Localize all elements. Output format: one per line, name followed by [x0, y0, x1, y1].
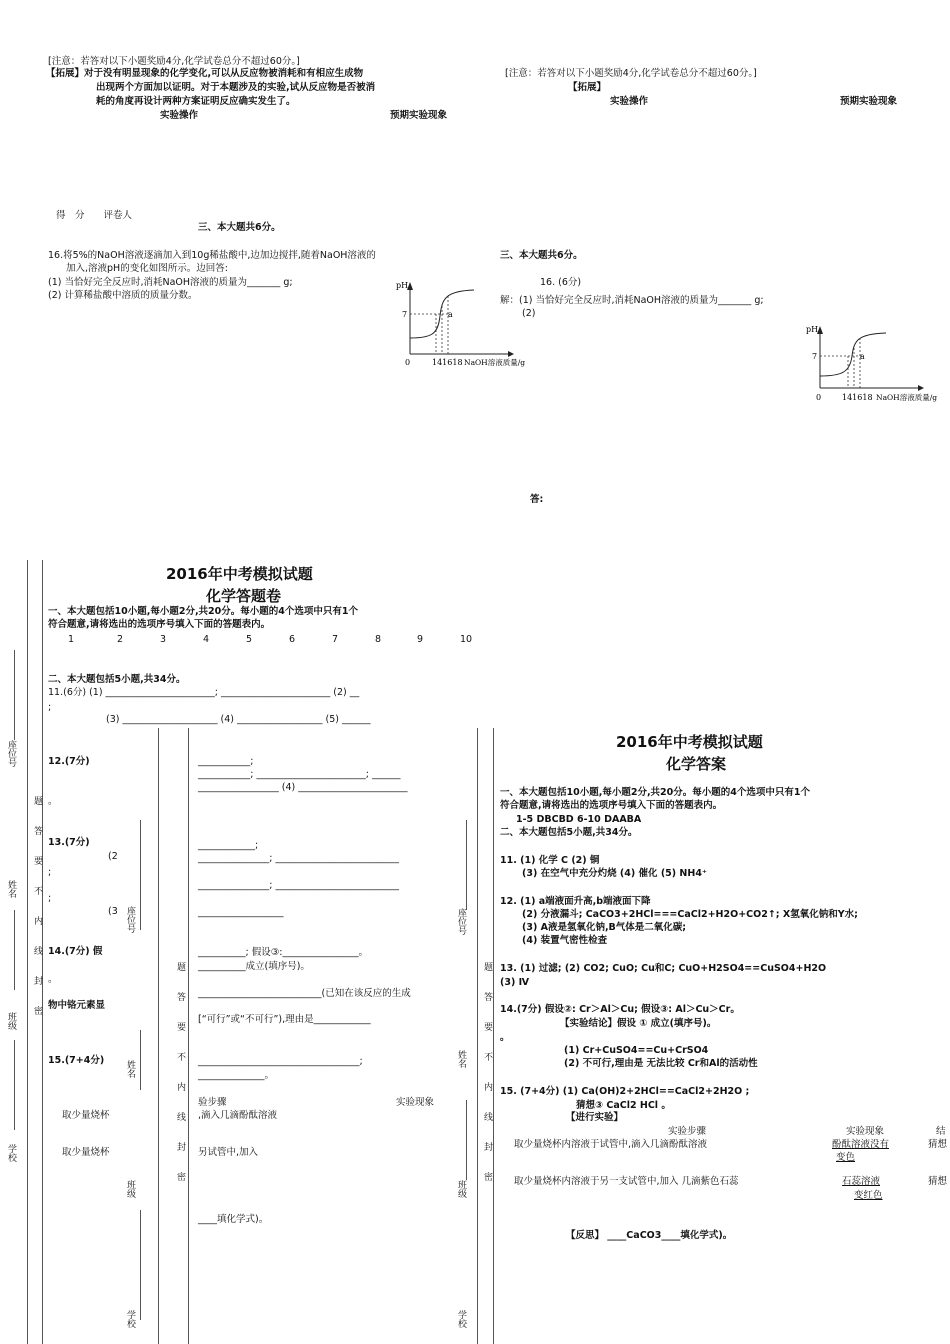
section3-right: 三、本大题共6分。 [500, 250, 583, 261]
q11-line2: ; [48, 702, 52, 713]
margin-line-1 [27, 560, 28, 1344]
graph-xlabel: NaOH溶液质量/g [464, 358, 526, 367]
key-sec1-answers: 1-5 DBCBD 6-10 DAABA [516, 814, 642, 825]
a12-line1: 12. (1) a端液面升高,b端液面下降 [500, 896, 651, 907]
q15-op2b: 另试管中,加入 [198, 1147, 259, 1158]
mid-underline-name [140, 1030, 141, 1090]
mid-seal-inside: 内 [175, 1082, 185, 1091]
a13-line2: (3) Ⅳ [500, 977, 530, 988]
q14-lead: 物中铬元素显 [48, 1000, 106, 1011]
q14-row2: __________成立(填序号)。 [198, 961, 310, 972]
q15-op2a: 取少量烧杯 [62, 1147, 110, 1158]
a15-op1: 取少量烧杯内溶液于试管中,滴入几滴酚酞溶液 [514, 1139, 708, 1150]
q16-line2: 加入,溶液pH的变化如图所示。边回答: [66, 263, 228, 274]
q13-row2: _______________; __________________________ [198, 853, 399, 864]
key-title: 2016年中考模拟试题 [616, 733, 763, 751]
seal-seal: 封 [32, 976, 42, 985]
graph-y7-right: 7 [812, 352, 818, 361]
col-phenomenon: 预期实验现象 [390, 110, 448, 121]
margin-school: 学校 [6, 1144, 16, 1162]
right-margin-line-2 [493, 728, 494, 1344]
graph-point: a [448, 310, 453, 319]
a15-phen2b: 变红色 [854, 1190, 883, 1201]
a11-line2: (3) 在空气中充分灼烧 (4) 催化 (5) NH4⁺ [522, 868, 707, 879]
q13-row3: _______________; __________________________ [198, 880, 399, 891]
num-9: 9 [417, 634, 424, 645]
extension-right: 【拓展】 [568, 82, 607, 93]
mid-school: 学校 [125, 1310, 135, 1328]
a12-line2: (2) 分液漏斗; CaCO3+2HCl===CaCl2+H2O+CO2↑; X氢氧化钠和Y水; [522, 909, 858, 920]
a15-concl2: 猜想 [928, 1176, 948, 1187]
graph-ticks-right: 141618 [842, 393, 873, 402]
mid-seal-want: 要 [175, 1022, 185, 1031]
num-7: 7 [332, 634, 339, 645]
a14-line4: (2) 不可行,理由是 无法比较 Cr和Al的活动性 [564, 1058, 758, 1069]
margin-underline-seat [14, 650, 15, 740]
mid-seal-line: 线 [175, 1112, 185, 1121]
mid-class: 班级 [125, 1180, 135, 1198]
mid-margin-line-1 [158, 728, 159, 1344]
right-seal-title: 题 [482, 962, 492, 971]
q15-op1a: 取少量烧杯 [62, 1110, 110, 1121]
q16-right: 16. (6分) [540, 277, 582, 288]
a15-phen-header: 实验现象 [846, 1126, 885, 1137]
q12-row3: _________________ (4) _______________________ [198, 782, 408, 793]
a15-line1: 15. (7+4分) (1) Ca(OH)2+2HCl==CaCl2+2H2O ; [500, 1086, 750, 1097]
a15-phen2a: 石蕊溶液 [842, 1176, 881, 1187]
mid-seat: 座位号 [125, 906, 135, 933]
right-underline-seat [466, 820, 467, 910]
q11-line3: (3) ____________________ (4) __________________ (5) ______ [106, 714, 371, 725]
mid-underline-seat [140, 820, 141, 930]
q13-row1: ____________; [198, 840, 259, 851]
seal-answer: 答 [32, 826, 42, 835]
q15-row2: ______________。 [198, 1070, 275, 1081]
q15-phen-header: 实验现象 [396, 1097, 435, 1108]
a15-concl-header: 结 [936, 1126, 946, 1137]
seal-line: 线 [32, 946, 42, 955]
graph-ylabel-right: pH [806, 325, 819, 334]
sheet-sec2: 二、本大题包括5小题,共34分。 [48, 674, 186, 685]
a15-op2: 取少量烧杯内溶液于另一支试管中,加入 几滴紫色石蕊 [514, 1176, 739, 1187]
right-seal-seal: 封 [482, 1142, 492, 1151]
mid-name: 姓名 [125, 1060, 135, 1078]
right-school: 学校 [456, 1310, 466, 1328]
a15-concl1: 猜想 [928, 1139, 948, 1150]
graph-y7: 7 [402, 310, 408, 319]
num-3: 3 [160, 634, 167, 645]
q14-dot: 。 [48, 974, 58, 985]
num-8: 8 [375, 634, 382, 645]
a15-line2: 猜想③ CaCl2 HCl 。 [576, 1100, 671, 1111]
key-subtitle: 化学答案 [666, 755, 727, 773]
q14-label: 14.(7分) 假 [48, 946, 103, 957]
extension-line2: 出现两个方面加以证明。对于本题涉及的实验,试从反应物是否被消 [96, 82, 376, 93]
right-seat: 座位号 [456, 908, 466, 935]
sheet-sec1-line1: 一、本大题包括10小题,每小题2分,共20分。每小题的4个选项中只有1个 [48, 606, 358, 617]
key-sec1-line2: 符合题意,请将选出的选项序号填入下面的答题表内。 [500, 800, 723, 811]
right-class: 班级 [456, 1180, 466, 1198]
col-phenomenon-right: 预期实验现象 [840, 96, 898, 107]
q16-line1: 16.将5%的NaOH溶液逐滴加入到10g稀盐酸中,边加边搅拌,随着NaOH溶液的 [48, 250, 376, 261]
a14-line3: (1) Cr+CuSO4==Cu+CrSO4 [564, 1045, 709, 1056]
key-sec1-line1: 一、本大题包括10小题,每小题2分,共20分。每小题的4个选项中只有1个 [500, 787, 810, 798]
extension-line3: 耗的角度再设计两种方案证明反应确实发生了。 [96, 96, 296, 107]
q16-sub1: (1) 当恰好完全反应时,消耗NaOH溶液的质量为_______ g; [48, 277, 293, 288]
num-5: 5 [246, 634, 253, 645]
graph-ticks: 141618 [432, 358, 463, 367]
q15-op1b: ,滴入几滴酚酞溶液 [198, 1110, 278, 1121]
ph-graph-right [806, 320, 946, 412]
key-sec2: 二、本大题包括5小题,共34分。 [500, 827, 638, 838]
q13-semicolon1: ; [48, 867, 52, 878]
graph-origin-right: 0 [816, 393, 822, 402]
a15-reflection: 【反思】 ____CaCO3____填化学式)。 [566, 1230, 733, 1241]
num-10: 10 [460, 634, 473, 645]
q14-row1: __________; 假设③:________________。 [198, 947, 368, 958]
sheet-sec1-line2: 符合题意,请将选出的选项序号填入下面的答题表内。 [48, 619, 271, 630]
right-seal-not: 不 [482, 1052, 492, 1061]
seal-want: 要 [32, 856, 42, 865]
a15-line3: 【进行实验】 [566, 1112, 624, 1123]
solution-line1: 解：(1) 当恰好完全反应时,消耗NaOH溶液的质量为_______ g; [500, 295, 764, 306]
ph-graph-left [396, 276, 536, 368]
margin-seat: 座位号 [6, 740, 16, 767]
graph-xlabel-right: NaOH溶液质量/g [876, 393, 938, 402]
score-label: 得 分 评卷人 [56, 210, 133, 221]
q15-last: ____填化学式)。 [198, 1214, 269, 1225]
solution-line2: (2) [522, 308, 536, 319]
num-2: 2 [117, 634, 124, 645]
right-margin-line-1 [477, 728, 478, 1344]
right-underline-class [466, 1100, 467, 1180]
q14-row4: [“可行”或“不可行”),理由是____________ [198, 1014, 371, 1025]
right-seal-inside: 内 [482, 1082, 492, 1091]
a11-line1: 11. (1) 化学 C (2) 铜 [500, 855, 600, 866]
right-seal-want: 要 [482, 1022, 492, 1031]
q12-row2: ___________; _______________________; ______ [198, 769, 401, 780]
margin-name: 姓名 [6, 880, 16, 898]
graph-point-right: a [860, 352, 865, 361]
q12-label: 12.(7分) [48, 756, 90, 767]
a12-line3: (3) A液是氢氧化钠,B气体是二氧化碳; [522, 922, 687, 933]
mid-seal-not: 不 [175, 1052, 185, 1061]
graph-origin: 0 [405, 358, 411, 367]
num-4: 4 [203, 634, 210, 645]
a14-line1: 14.(7分) 假设②: Cr＞Al＞Cu; 假设③: Al＞Cu＞Cr。 [500, 1004, 740, 1015]
a12-line4: (4) 装置气密性检查 [522, 935, 608, 946]
q11-line1: 11.(6分) (1) _______________________; _______________________ (2) __ [48, 687, 360, 698]
q13-row4: __________________ [198, 907, 284, 918]
seal-not: 不 [32, 886, 42, 895]
mid-seal-secret: 密 [175, 1172, 185, 1181]
col-operation: 实验操作 [160, 110, 199, 121]
q12-dot: 。 [48, 796, 58, 807]
q14-row3: __________________________(已知在该反应的生成 [198, 988, 411, 999]
num-1: 1 [68, 634, 75, 645]
mid-seal-title: 题 [175, 962, 185, 971]
answer-label: 答: [530, 494, 544, 505]
a13-line1: 13. (1) 过滤; (2) CO2; CuO; Cu和C; CuO+H2SO4==CuSO4+H2O [500, 963, 827, 974]
right-seal-secret: 密 [482, 1172, 492, 1181]
extension-line1: 【拓展】对于没有明显现象的化学变化,可以从反应物被消耗和有相应生成物 [46, 68, 364, 79]
mid-seal-answer: 答 [175, 992, 185, 1001]
seal-title: 题 [32, 796, 42, 805]
q15-row1: __________________________________; [198, 1056, 363, 1067]
note-left: [注意：若答对以下小题奖励4分,化学试卷总分不超过60分。] [48, 56, 300, 67]
margin-underline-name [14, 910, 15, 990]
q13-label: 13.(7分) [48, 837, 90, 848]
q16-sub2: (2) 计算稀盐酸中溶质的质量分数。 [48, 290, 198, 301]
q15-step-header: 验步骤 [198, 1097, 227, 1108]
sheet-title: 2016年中考模拟试题 [166, 565, 313, 583]
margin-line-2 [42, 560, 43, 1344]
mid-margin-line-2 [188, 728, 189, 1344]
q13-part2: (2 [108, 851, 118, 862]
right-seal-answer: 答 [482, 992, 492, 1001]
col-operation-right: 实验操作 [610, 96, 649, 107]
right-name: 姓名 [456, 1050, 466, 1068]
q13-part3: (3 [108, 906, 118, 917]
a15-step-header: 实验步骤 [668, 1126, 707, 1137]
margin-underline-class [14, 1040, 15, 1130]
a15-phen1b: 变色 [836, 1152, 856, 1163]
a15-phen1a: 酚酞溶液没有 [832, 1139, 890, 1150]
seal-inside: 内 [32, 916, 42, 925]
q12-row1: ___________; [198, 756, 254, 767]
mid-seal-seal: 封 [175, 1142, 185, 1151]
seal-secret: 密 [32, 1006, 42, 1015]
note-right: [注意：若答对以下小题奖励4分,化学试卷总分不超过60分。] [505, 68, 757, 79]
sheet-subtitle: 化学答题卷 [206, 587, 282, 605]
mid-underline-class [140, 1210, 141, 1320]
a14-dot: 。 [500, 1032, 510, 1043]
a14-line2: 【实验结论】假设 ① 成立(填序号)。 [560, 1018, 717, 1029]
num-6: 6 [289, 634, 296, 645]
margin-class: 班级 [6, 1012, 16, 1030]
section3-heading: 三、本大题共6分。 [198, 222, 281, 233]
q13-semicolon2: ; [48, 893, 52, 904]
graph-ylabel: pH [396, 281, 409, 290]
right-seal-line: 线 [482, 1112, 492, 1121]
q15-label: 15.(7+4分) [48, 1055, 105, 1066]
